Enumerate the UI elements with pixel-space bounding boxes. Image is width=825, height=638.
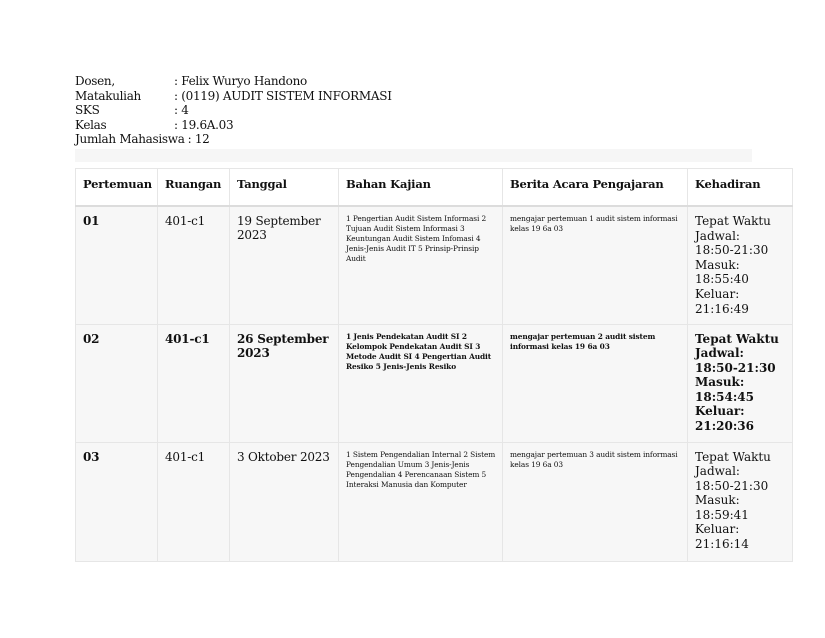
pertemuan-cell: 02 — [76, 324, 158, 442]
bahan-kajian-cell: 1 Pengertian Audit Sistem Informasi 2 Tujuan Audit Sistem Informasi 3 Keuntungan Audit Sistem Infomasi 4 Jenis-Jenis Audit IT 5 Prinsip-Prinsip Audit — [339, 206, 503, 324]
masuk-value: 18:54:45 — [695, 389, 754, 404]
jumlah-label: Jumlah Mahasiswa — [75, 132, 185, 146]
masuk-label: Masuk: — [695, 257, 740, 272]
keluar-value: 21:20:36 — [695, 419, 754, 434]
tanggal-cell: 19 September 2023 — [230, 206, 339, 324]
course-info — [75, 74, 392, 147]
jumlah-row — [75, 132, 392, 147]
jadwal-label: Jadwal: — [695, 228, 740, 243]
kehadiran-cell — [688, 442, 793, 561]
jadwal-label: Jadwal: — [695, 346, 744, 361]
kelas-value: : 19.6A.03 — [174, 117, 234, 132]
header-tanggal: Tanggal — [230, 169, 339, 207]
table-row — [76, 206, 793, 324]
matakuliah-label: Matakuliah — [75, 88, 141, 103]
tanggal-cell: 26 September 2023 — [230, 324, 339, 442]
dosen-row — [75, 74, 392, 89]
header-berita-acara: Berita Acara Pengajaran — [503, 169, 688, 207]
status-text: Tepat Waktu — [695, 449, 771, 464]
table-row — [76, 324, 793, 442]
sks-label: SKS — [75, 103, 100, 117]
masuk-label: Masuk: — [695, 493, 740, 508]
masuk-value: 18:59:41 — [695, 507, 749, 522]
ruangan-cell: 401-c1 — [158, 442, 230, 561]
bahan-kajian-cell: 1 Sistem Pengendalian Internal 2 Sistem Pengendalian Umum 3 Jenis-Jenis Pengendalian 4 Perencanaan Sistem 5 Interaksi Manusia dan Komputer — [339, 442, 503, 561]
header-ruangan: Ruangan — [158, 169, 230, 207]
kehadiran-cell — [688, 206, 793, 324]
header-bahan-kajian: Bahan Kajian — [339, 169, 503, 207]
keluar-value: 21:16:49 — [695, 301, 749, 316]
sks-row — [75, 103, 392, 118]
kelas-row — [75, 118, 392, 133]
jadwal-label: Jadwal: — [695, 464, 740, 479]
attendance-table — [75, 168, 793, 562]
matakuliah-value: : (0119) AUDIT SISTEM INFORMASI — [174, 88, 392, 103]
jadwal-value: 18:50-21:30 — [695, 360, 776, 375]
jadwal-value: 18:50-21:30 — [695, 243, 769, 258]
status-text: Tepat Waktu — [695, 214, 771, 228]
berita-acara-cell: mengajar pertemuan 3 audit sistem informasi kelas 19 6a 03 — [503, 442, 688, 561]
separator-band — [75, 149, 752, 162]
matakuliah-row — [75, 89, 392, 104]
kehadiran-cell — [688, 324, 793, 442]
jadwal-value: 18:50-21:30 — [695, 478, 769, 493]
tanggal-cell: 3 Oktober 2023 — [230, 442, 339, 561]
masuk-value: 18:55:40 — [695, 272, 749, 287]
status-text: Tepat Waktu — [695, 331, 779, 346]
header-kehadiran: Kehadiran — [688, 169, 793, 207]
bahan-kajian-cell: 1 Jenis Pendekatan Audit SI 2 Kelompok Pendekatan Audit SI 3 Metode Audit SI 4 Pengertian Audit Resiko 5 Jenis-Jenis Resiko — [339, 324, 503, 442]
sks-value: : 4 — [174, 103, 189, 117]
berita-acara-cell: mengajar pertemuan 1 audit sistem informasi kelas 19 6a 03 — [503, 206, 688, 324]
pertemuan-cell: 03 — [76, 442, 158, 561]
dosen-label: Dosen, — [75, 74, 115, 88]
ruangan-cell: 401-c1 — [158, 324, 230, 442]
dosen-value: : Felix Wuryo Handono — [174, 74, 307, 88]
masuk-label: Masuk: — [695, 375, 745, 390]
keluar-label: Keluar: — [695, 522, 740, 537]
berita-acara-cell: mengajar pertemuan 2 audit sistem informasi kelas 19 6a 03 — [503, 324, 688, 442]
keluar-label: Keluar: — [695, 286, 740, 301]
table-row — [76, 442, 793, 561]
jumlah-value: : 12 — [187, 132, 210, 146]
ruangan-cell: 401-c1 — [158, 206, 230, 324]
table-header-row — [76, 169, 793, 207]
header-pertemuan: Pertemuan — [76, 169, 158, 207]
kelas-label: Kelas — [75, 117, 107, 132]
keluar-value: 21:16:14 — [695, 537, 749, 552]
keluar-label: Keluar: — [695, 404, 745, 419]
pertemuan-cell: 01 — [76, 206, 158, 324]
